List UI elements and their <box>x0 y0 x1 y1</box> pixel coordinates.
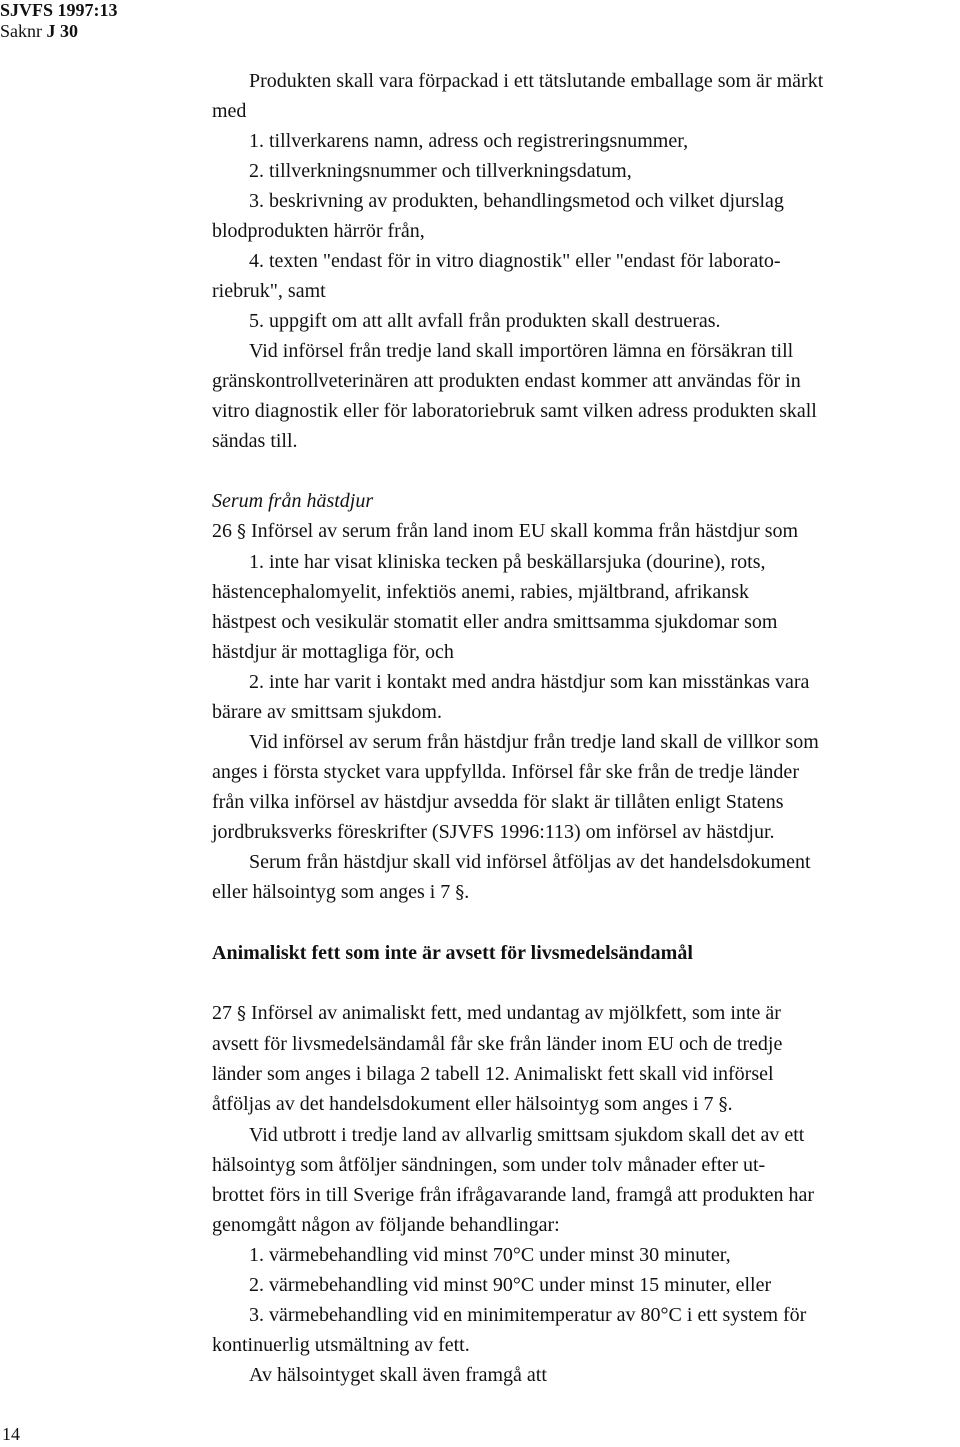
paragraph-import: Vid införsel från tredje land skall importören lämna en försäkran till <box>249 340 794 362</box>
section-26-text: Införsel av serum från land inom EU skall komma från hästdjur som <box>251 520 799 542</box>
list-item: 1. tillverkarens namn, adress och registreringsnummer, <box>249 130 689 152</box>
spacer <box>212 908 954 938</box>
paragraph-line: avsett för livsmedelsändamål får ske från länder inom EU och de tredje <box>212 1033 783 1055</box>
paragraph-line: hälsointyg som åtföljer sändningen, som under tolv månader efter ut- <box>212 1154 766 1176</box>
paragraph-health-cert: Av hälsointyget skall även framgå att <box>249 1364 547 1386</box>
section-sign-icon: § <box>455 882 465 903</box>
paragraph-line <box>212 1089 954 1120</box>
paragraph-line: brottet förs in till Sverige från ifrågavarande land, framgå att produkten har <box>212 1184 814 1206</box>
paragraph-import-line: sändas till. <box>212 430 298 452</box>
document-body <box>212 66 954 1390</box>
section-27-intro <box>212 998 954 1029</box>
section-27-text: Införsel av animaliskt fett, med undantag av mjölkfett, som inte är <box>251 1002 781 1024</box>
paragraph-third-country: Vid införsel av serum från hästdjur från tredje land skall de villkor som <box>249 731 819 753</box>
section-sign-icon: § <box>718 1094 728 1115</box>
list-item: 2. värmebehandling vid minst 90°C under minst 15 minuter, eller <box>249 1274 772 1296</box>
list-item: 2. tillverkningsnummer och tillverkningsdatum, <box>249 160 632 182</box>
period: . <box>464 881 470 903</box>
list-item-cont: bärare av smittsam sjukdom. <box>212 701 442 723</box>
section-heading-fat: Animaliskt fett som inte är avsett för livsmedelsändamål <box>212 942 693 964</box>
paragraph-text: åtföljas av det handelsdokument eller hälsointyg som anges i 7 <box>212 1093 714 1115</box>
list-item: 3. beskrivning av produkten, behandlingsmetod och vilket djurslag <box>249 190 784 212</box>
subject-prefix: Saknr <box>0 20 47 41</box>
list-item: 1. inte har visat kliniska tecken på beskällarsjuka (dourine), rots, <box>249 551 766 573</box>
period: . <box>727 1093 733 1115</box>
subject-number <box>0 21 118 42</box>
section-number: 27 <box>212 1002 232 1024</box>
paragraph-line: länder som anges i bilaga 2 tabell 12. Animaliskt fett skall vid införsel <box>212 1063 774 1085</box>
paragraph-import-line: vitro diagnostik eller för laboratoriebruk samt vilken adress produkten skall <box>212 400 817 422</box>
section-heading-serum: Serum från hästdjur <box>212 490 374 512</box>
list-item-cont: kontinuerlig utsmältning av fett. <box>212 1334 470 1356</box>
section-sign-icon: § <box>237 521 246 542</box>
paragraph-packaging: Produkten skall vara förpackad i ett tätslutande emballage som är märkt <box>249 70 824 92</box>
paragraph-text: eller hälsointyg som anges i 7 <box>212 881 451 903</box>
list-item: 2. inte har varit i kontakt med andra hästdjur som kan misstänkas vara <box>249 671 810 693</box>
paragraph-line: genomgått någon av följande behandlingar: <box>212 1214 560 1236</box>
page-header <box>0 0 118 41</box>
paragraph-packaging-cont: med <box>212 100 247 122</box>
list-item: 1. värmebehandling vid minst 70°C under minst 30 minuter, <box>249 1244 731 1266</box>
page-number: 14 <box>2 1424 20 1444</box>
paragraph-line: från vilka införsel av hästdjur avsedda för slakt är tillåten enligt Statens <box>212 791 784 813</box>
subject-code: J 30 <box>46 20 78 41</box>
list-item-cont: hästdjur är mottagliga för, och <box>212 641 454 663</box>
paragraph-import-line: gränskontrollveterinären att produkten endast kommer att användas för in <box>212 370 801 392</box>
list-item-cont: hästpest och vesikulär stomatit eller andra smittsamma sjukdomar som <box>212 611 778 633</box>
paragraph-line: anges i första stycket vara uppfyllda. Införsel får ske från de tredje länder <box>212 761 799 783</box>
spacer <box>212 968 954 998</box>
paragraph-outbreak: Vid utbrott i tredje land av allvarlig smittsam sjukdom skall det av ett <box>249 1124 805 1146</box>
section-number: 26 <box>212 520 232 542</box>
list-item-cont: blodprodukten härrör från, <box>212 220 425 242</box>
spacer <box>212 456 954 486</box>
list-item-cont: riebruk", samt <box>212 280 326 302</box>
section-sign-icon: § <box>237 1003 246 1024</box>
paragraph-serum-docs: Serum från hästdjur skall vid införsel åtföljas av det handelsdokument <box>249 851 811 873</box>
list-item: 4. texten "endast för in vitro diagnostik" eller "endast för laborato- <box>249 250 781 272</box>
paragraph-line: jordbruksverks föreskrifter (SJVFS 1996:113) om införsel av hästdjur. <box>212 821 775 843</box>
list-item: 5. uppgift om att allt avfall från produkten skall destrueras. <box>249 310 721 332</box>
list-item: 3. värmebehandling vid en minimitemperatur av 80°C i ett system för <box>249 1304 807 1326</box>
section-26-intro <box>212 516 954 547</box>
paragraph-line <box>212 877 954 908</box>
list-item-cont: hästencephalomyelit, infektiös anemi, rabies, mjältbrand, afrikansk <box>212 581 750 603</box>
document-code: SJVFS 1997:13 <box>0 0 118 20</box>
